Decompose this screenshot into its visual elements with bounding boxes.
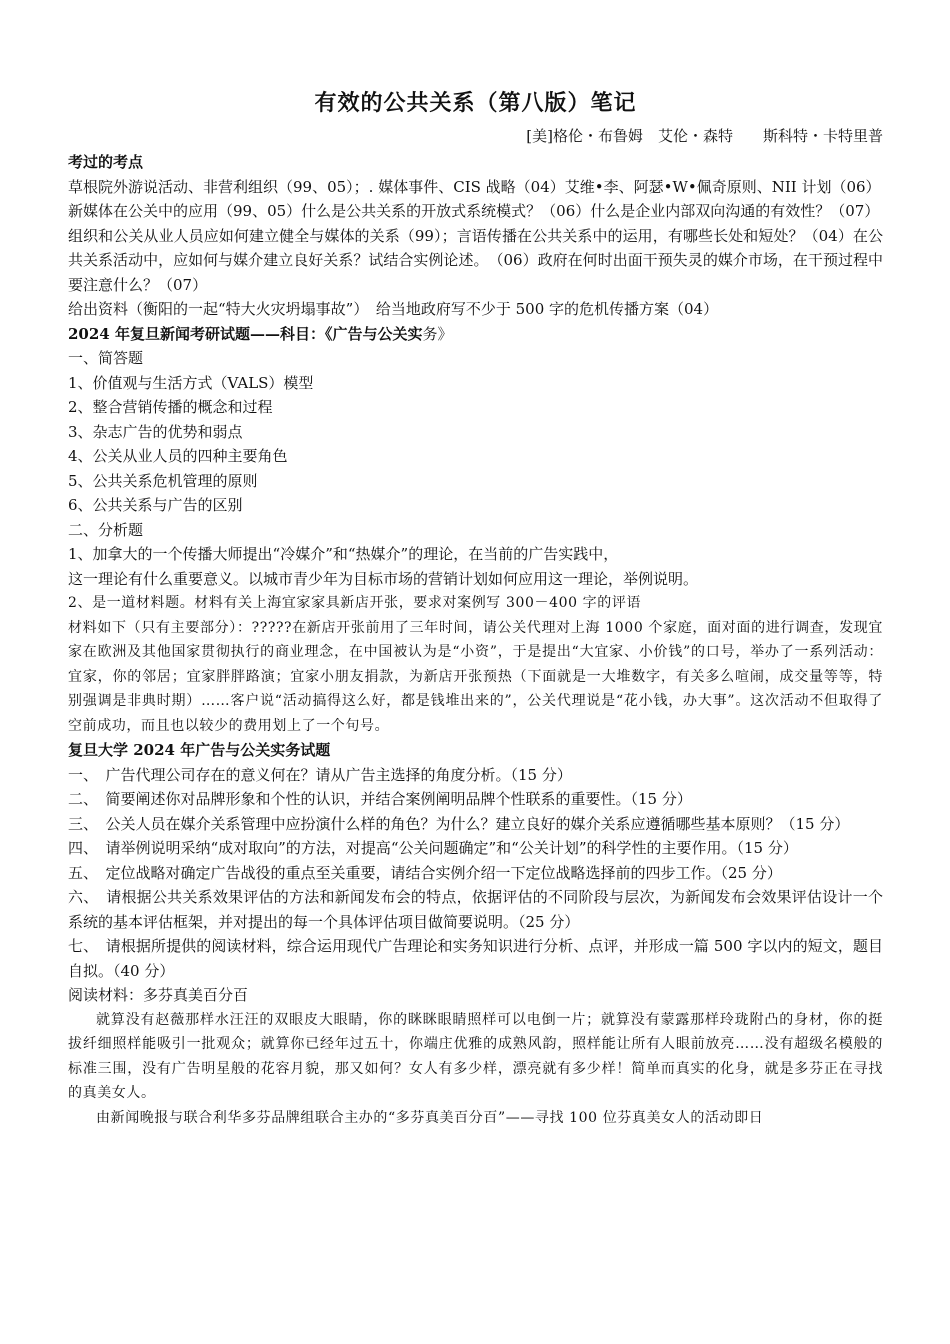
analysis-question-1-line-2: 这一理论有什么重要意义。以城市青少年为目标市场的营销计划如何应用这一理论，举例说明。	[68, 569, 699, 588]
section-heading-fudan-2024: 复旦大学 2024 年广告与公关实务试题	[68, 741, 331, 759]
short-answer-question-1: 1、价值观与生活方式（VALS）模型	[68, 373, 314, 392]
analysis-question-1-line-1: 1、加拿大的一个传播大师提出“冷媒介”和“热媒介”的理论，在当前的广告实践中，	[68, 545, 619, 563]
part-heading-short-answer: 一、简答题	[68, 349, 144, 367]
reading-material-paragraph-2: 由新闻晚报与联合利华多芬品牌组联合主办的“多芬真美百分百”——寻找 100 位芬真美女人的活动即日	[96, 1109, 764, 1126]
exam-item-4: 四、 请举例说明采纳“成对取向”的方法，对提高“公关问题确定”和“公关计划”的科学性的主要作用。（15 分）	[68, 839, 798, 857]
authors-line: [美]格伦・布鲁姆 艾伦・森特 斯科特・卡特里普	[526, 127, 883, 145]
exam-item-2: 二、 简要阐述你对品牌形象和个性的认识，并结合案例阐明品牌个性联系的重要性。（15 分）	[68, 790, 692, 808]
exam-item-3: 三、 公关人员在媒介关系管理中应扮演什么样的角色？为什么？建立良好的媒介关系应遵循哪些基本原则？（15 分）	[68, 814, 850, 833]
section-heading-2024-exam-tail: 务》	[422, 324, 453, 343]
exam-item-6: 六、 请根据公共关系效果评估的方法和新闻发布会的特点，依据评估的不同阶段与层次，为新闻发布会效果评估设计一个系统的基本评估框架，并对提出的每一个具体评估项目做简要说明。（25 分）	[68, 888, 883, 931]
exam-points-paragraph-2: 新媒体在公关中的应用（99、05）什么是公共关系的开放式系统模式？（06）什么是企业内部双向沟通的有效性？（07）	[68, 202, 880, 220]
reading-material-label: 阅读材料：多芬真美百分百	[68, 986, 249, 1004]
document-page	[68, 86, 883, 1130]
section-heading-2024-exam-main: 2024 年复旦新闻考研试题——科目：《广告与公关实	[68, 324, 423, 343]
analysis-question-2-material: 材料如下（只有主要部分）：?????在新店开张前用了三年时间，请公关代理对上海 1000 个家庭，面对面的进行调查，发现宜家在欧洲及其他国家贯彻执行的商业理念，在中国被认为是“小资”，于是提出“大宜家、小价钱”的口号，举办了一系列活动：宜家，你的邻居；宜家胖胖路演；宜家小朋友捐款，为新店开张预热（下面就是一大堆数字，有关多么喧闹，成交量等等，特别强调是非典时期）……客户说“活动搞得这么好，都是钱堆出来的”，公关代理说是“花小钱，办大事”。这次活动不但取得了空前成功，而且也以较少的费用划上了一个句号。	[68, 619, 883, 734]
exam-item-1: 一、 广告代理公司存在的意义何在？请从广告主选择的角度分析。（15 分）	[68, 765, 572, 784]
exam-points-paragraph-4: 给出资料（衡阳的一起“特大火灾坍塌事故”） 给当地政府写不少于 500 字的危机传播方案（04）	[68, 300, 719, 318]
short-answer-question-3: 3、杂志广告的优势和弱点	[68, 422, 243, 441]
reading-material-paragraph-1: 就算没有赵薇那样水汪汪的双眼皮大眼睛，你的眯眯眼睛照样可以电倒一片；就算没有蒙露那样玲珑附凸的身材，你的挺拔纤细照样能吸引一批观众；就算你已经年过五十，你端庄优雅的成熟风韵，照样能让所有人眼前放亮……没有超级名模般的标准三围，没有广告明星般的花容月貌，那又如何？女人有多少样，漂亮就有多少样！简单而真实的化身，就是多芬正在寻找的真美女人。	[68, 1011, 883, 1101]
short-answer-question-2: 2、整合营销传播的概念和过程	[68, 398, 273, 416]
short-answer-question-4: 4、公关从业人员的四种主要角色	[68, 447, 288, 465]
document-title: 有效的公共关系（第八版）笔记	[314, 90, 637, 116]
exam-points-paragraph-1: 草根院外游说活动、非营利组织（99、05）；. 媒体事件、CIS 战略（04）艾维•李、阿瑟•W•佩奇原则、NII 计划（06）	[68, 177, 881, 196]
short-answer-question-6: 6、公共关系与广告的区别	[68, 496, 243, 514]
part-heading-analysis: 二、分析题	[68, 520, 144, 539]
exam-item-5: 五、 定位战略对确定广告战役的重点至关重要，请结合实例介绍一下定位战略选择前的四步工作。（25 分）	[68, 863, 782, 882]
analysis-question-2-intro: 2、是一道材料题。材料有关上海宜家家具新店开张，要求对案例写 300－400 字的评语	[68, 595, 642, 611]
section-heading-2024-exam	[68, 322, 883, 347]
exam-item-7: 七、 请根据所提供的阅读材料，综合运用现代广告理论和实务知识进行分析、点评，并形成一篇 500 字以内的短文，题目自拟。（40 分）	[68, 937, 883, 980]
section-heading-exam-points: 考过的考点	[68, 153, 144, 171]
short-answer-question-5: 5、公共关系危机管理的原则	[68, 471, 258, 490]
exam-points-paragraph-3: 组织和公关从业人员应如何建立健全与媒体的关系（99）；言语传播在公共关系中的运用，有哪些长处和短处？（04）在公共关系活动中，应如何与媒介建立良好关系？试结合实例论述。 （06）政府在何时出面干预失灵的媒介市场，在干预过程中要注意什么？（07）	[68, 226, 883, 294]
